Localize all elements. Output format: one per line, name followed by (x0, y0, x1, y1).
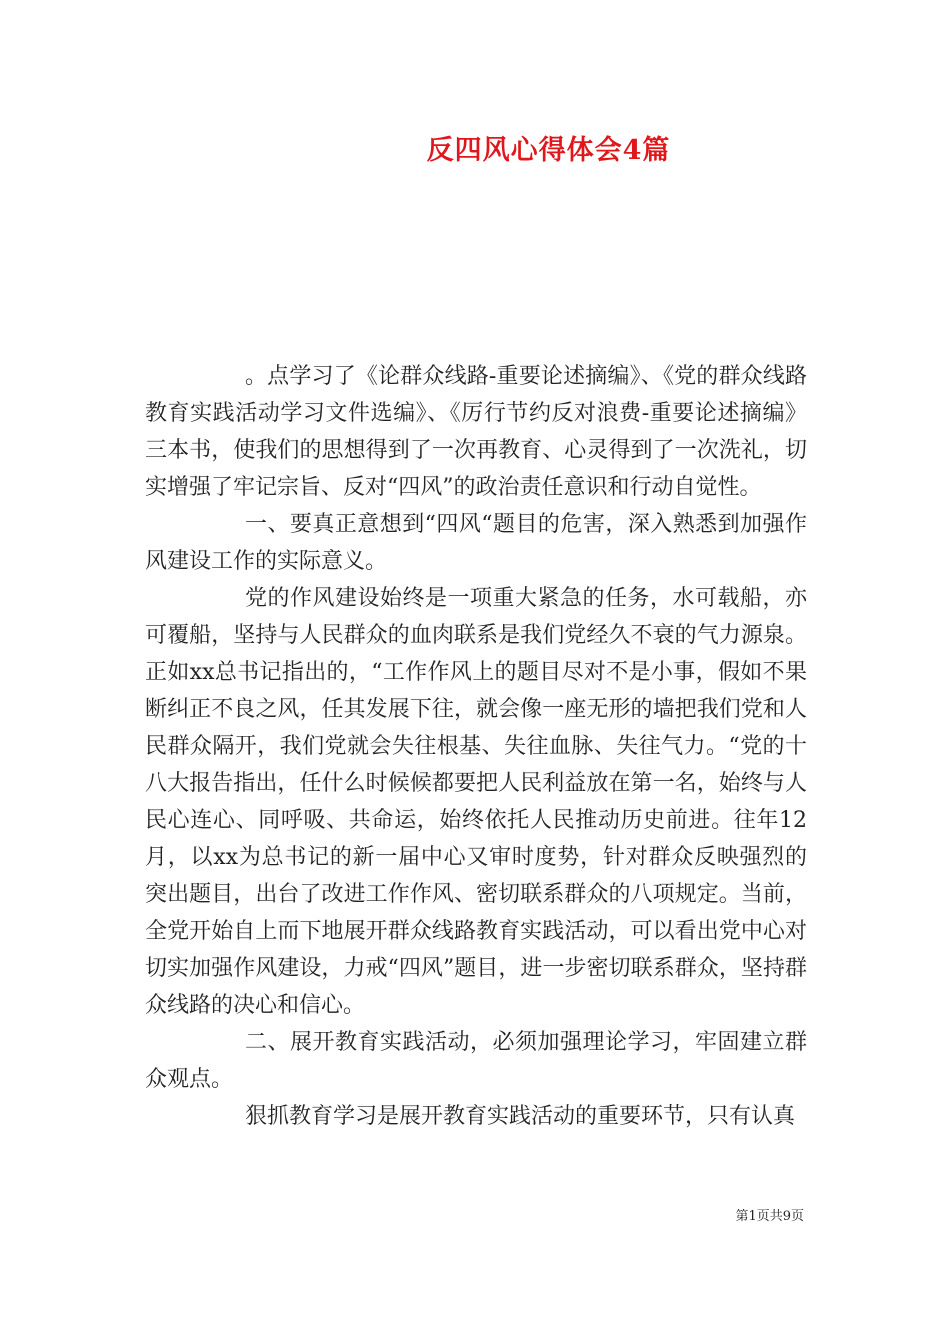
paragraph-education: 狠抓教育学习是展开教育实践活动的重要环节，只有认真 (245, 1104, 796, 1129)
section-heading-1: 一、要真正意想到“四风“题目的危害，深入熟悉到加强作风建设工作的实际意义。 (145, 512, 807, 574)
paragraph-party-style: 党的作风建设始终是一项重大紧急的任务，水可载船，亦可覆船，坚持与人民群众的血肉联系是我们党经久不衰的气力源泉。正如xx总书记指出的，“工作作风上的题目尽对不是小事，假如不果断纠正不良之风，任其发展下往，就会像一座无形的墙把我们党和人民群众隔开，我们党就会失往根基、失往血脉、失往气力。“党的十八大报告指出，任什么时候候都要把人民利益放在第一名，始终与人民心连心、同呼吸、共命运，始终依托人民推动历史前进。往年12月，以xx为总书记的新一届中心又审时度势，针对群众反映强烈的突出题目，出台了改进工作作风、密切联系群众的八项规定。当前，全党开始自上而下地展开群众线路教育实践活动，可以看出党中心对切实加强作风建设，力戒“四风”题目，进一步密切联系群众，坚持群众线路的决心和信心。 (145, 586, 807, 1018)
page-title: 反四风心得体会4篇 (426, 135, 671, 166)
document-body (145, 358, 807, 1135)
section-heading-2: 二、展开教育实践活动，必须加强理论学习，牢固建立群众观点。 (145, 1030, 807, 1092)
page-footer: 第1页共9页 (735, 1209, 804, 1224)
paragraph-intro: 。点学习了《论群众线路-重要论述摘编》、《党的群众线路教育实践活动学习文件选编》、《厉行节约反对浪费-重要论述摘编》三本书，使我们的思想得到了一次再教育、心灵得到了一次洗礼，切实增强了牢记宗旨、反对“四风”的政治责任意识和行动自觉性。 (145, 364, 807, 500)
